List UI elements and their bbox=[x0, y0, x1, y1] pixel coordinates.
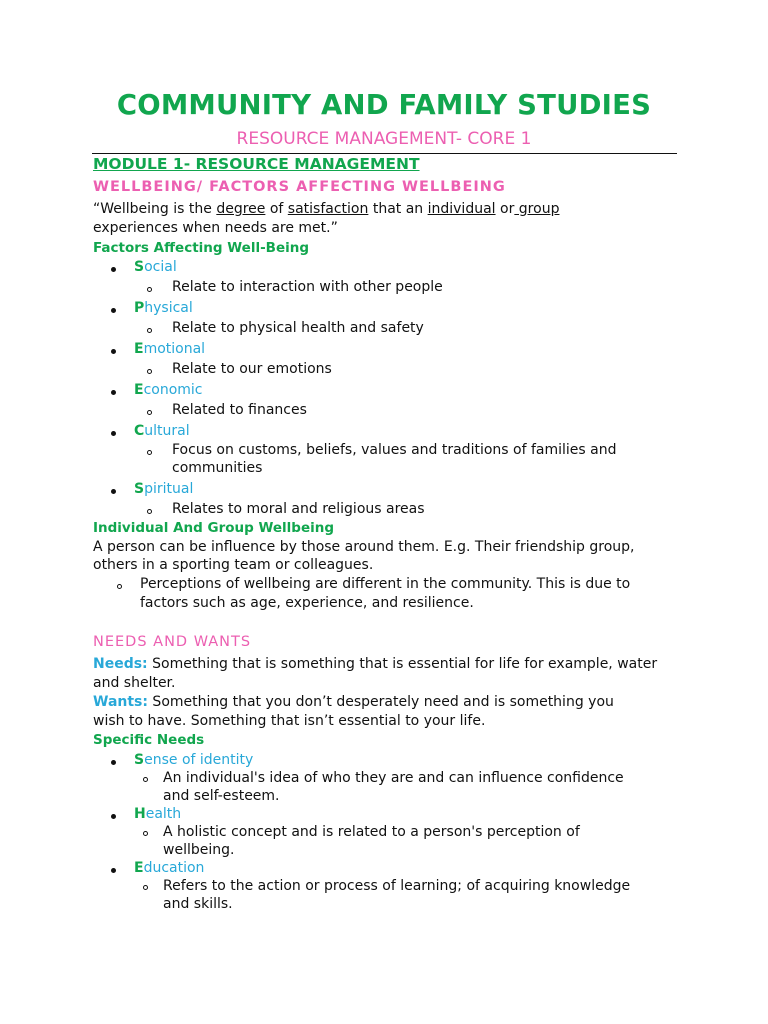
individual-group-sub-1: Perceptions of wellbeing are different in the community. This is due to bbox=[140, 576, 631, 592]
sub-bullet-icon bbox=[147, 369, 152, 374]
factor-emotional-desc: Relate to our emotions bbox=[172, 361, 332, 377]
bullet-icon bbox=[111, 431, 116, 436]
individual-group-heading: Individual And Group Wellbeing bbox=[93, 520, 335, 536]
factor-economic: Economic bbox=[134, 382, 203, 398]
need-sense-of-identity-desc: An individual's idea of who they are and can influence confidence bbox=[163, 770, 624, 786]
document-title: COMMUNITY AND FAMILY STUDIES bbox=[116, 89, 652, 121]
bullet-icon bbox=[111, 814, 116, 819]
wants-line-2: wish to have. Something that isn’t essential to your life. bbox=[93, 713, 486, 729]
need-health-desc: A holistic concept and is related to a person's perception of bbox=[163, 824, 580, 840]
factor-spiritual: Spiritual bbox=[134, 481, 194, 497]
factor-cultural-desc-cont: communities bbox=[172, 460, 263, 476]
need-education: Education bbox=[134, 860, 205, 876]
need-sense-of-identity-desc-cont: and self-esteem. bbox=[163, 788, 280, 804]
title-divider bbox=[92, 153, 677, 154]
sub-bullet-icon bbox=[117, 584, 122, 589]
sub-bullet-icon bbox=[147, 328, 152, 333]
individual-group-line-1: A person can be influence by those around them. E.g. Their friendship group, bbox=[93, 539, 635, 555]
sub-bullet-icon bbox=[147, 287, 152, 292]
sub-bullet-icon bbox=[143, 885, 148, 890]
definition-line-1: “Wellbeing is the degree of satisfaction that an individual or group bbox=[93, 201, 560, 217]
individual-group-line-2: others in a sporting team or colleagues. bbox=[93, 557, 374, 573]
need-sense-of-identity: Sense of identity bbox=[134, 752, 254, 768]
factor-social: Social bbox=[134, 259, 177, 275]
needs-line-2: and shelter. bbox=[93, 675, 176, 691]
sub-bullet-icon bbox=[143, 831, 148, 836]
bullet-icon bbox=[111, 390, 116, 395]
factor-spiritual-desc: Relates to moral and religious areas bbox=[172, 501, 425, 517]
module-heading: MODULE 1- RESOURCE MANAGEMENT bbox=[93, 155, 420, 173]
wants-line-1: Wants: Something that you don’t desperately need and is something you bbox=[93, 694, 614, 710]
factor-cultural-desc: Focus on customs, beliefs, values and traditions of families and bbox=[172, 442, 617, 458]
need-health-desc-cont: wellbeing. bbox=[163, 842, 235, 858]
factor-physical: Physical bbox=[134, 300, 193, 316]
needs-wants-heading: NEEDS AND WANTS bbox=[93, 634, 252, 650]
need-education-desc-cont: and skills. bbox=[163, 896, 233, 912]
bullet-icon bbox=[111, 349, 116, 354]
need-education-desc: Refers to the action or process of learning; of acquiring knowledge bbox=[163, 878, 631, 894]
bullet-icon bbox=[111, 760, 116, 765]
sub-bullet-icon bbox=[147, 410, 152, 415]
wellbeing-heading: WELLBEING/ FACTORS AFFECTING WELLBEING bbox=[93, 179, 506, 195]
bullet-icon bbox=[111, 308, 116, 313]
document-subtitle: RESOURCE MANAGEMENT- CORE 1 bbox=[236, 129, 532, 149]
need-health: Health bbox=[134, 806, 182, 822]
sub-bullet-icon bbox=[143, 777, 148, 782]
factors-heading: Factors Affecting Well-Being bbox=[93, 240, 310, 256]
bullet-icon bbox=[111, 868, 116, 873]
factor-emotional: Emotional bbox=[134, 341, 206, 357]
definition-line-2: experiences when needs are met.” bbox=[93, 220, 338, 236]
factor-economic-desc: Related to finances bbox=[172, 402, 307, 418]
bullet-icon bbox=[111, 489, 116, 494]
sub-bullet-icon bbox=[147, 509, 152, 514]
factor-physical-desc: Relate to physical health and safety bbox=[172, 320, 424, 336]
factor-cultural: Cultural bbox=[134, 423, 190, 439]
individual-group-sub-2: factors such as age, experience, and resilience. bbox=[140, 595, 474, 611]
specific-needs-heading: Specific Needs bbox=[93, 732, 205, 748]
factor-social-desc: Relate to interaction with other people bbox=[172, 279, 443, 295]
sub-bullet-icon bbox=[147, 450, 152, 455]
needs-line-1: Needs: Something that is something that is essential for life for example, water bbox=[93, 656, 658, 672]
bullet-icon bbox=[111, 267, 116, 272]
